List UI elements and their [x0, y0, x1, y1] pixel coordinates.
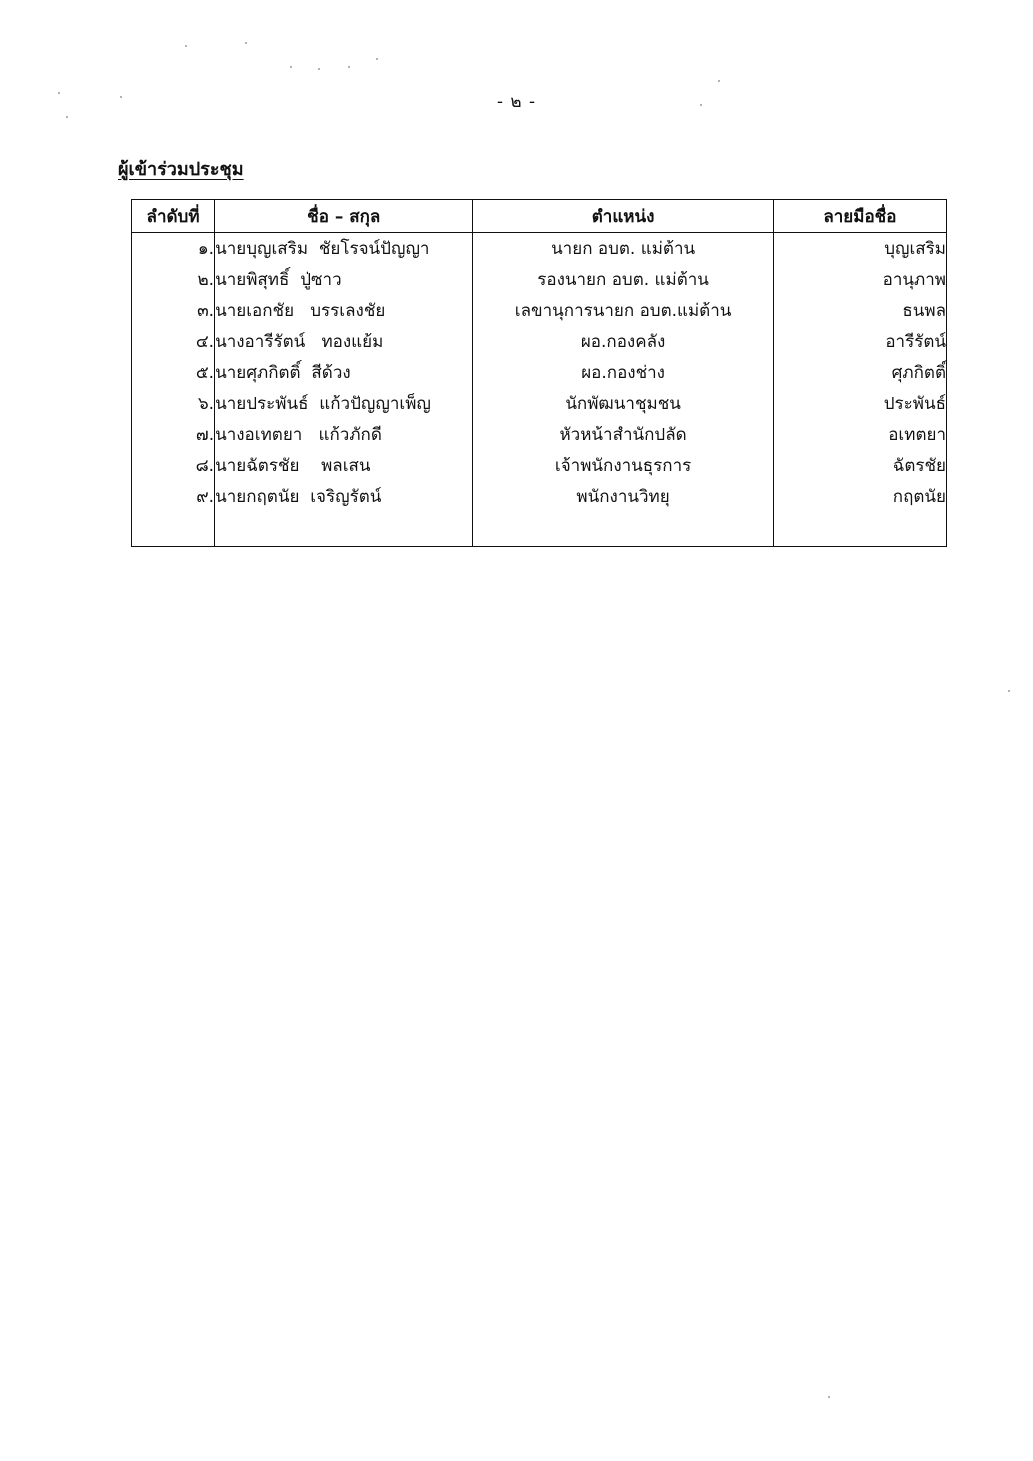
empty-cell	[215, 512, 473, 547]
header-name: ชื่อ – สกุล	[215, 200, 473, 233]
cell-name: นางอเทตยา แก้วภักดี	[215, 419, 473, 450]
cell-signature: กฤตนัย	[773, 481, 946, 512]
cell-name: นายศุภกิตติ์ สีด้วง	[215, 357, 473, 388]
table-row	[132, 357, 947, 388]
cell-index: ๗.	[132, 419, 215, 450]
cell-index: ๒.	[132, 264, 215, 295]
empty-cell	[773, 512, 946, 547]
cell-position: เจ้าพนักงานธุรการ	[473, 450, 773, 481]
cell-name: นางอารีรัตน์ ทองแย้ม	[215, 326, 473, 357]
empty-cell	[473, 512, 773, 547]
cell-index: ๙.	[132, 481, 215, 512]
cell-position: ผอ.กองคลัง	[473, 326, 773, 357]
table-row	[132, 326, 947, 357]
header-signature: ลายมือชื่อ	[773, 200, 946, 233]
cell-position: เลขานุการนายก อบต.แม่ต้าน	[473, 295, 773, 326]
cell-name: นายเอกชัย บรรเลงชัย	[215, 295, 473, 326]
section-title: ผู้เข้าร่วมประชุม	[118, 159, 244, 180]
table-row	[132, 481, 947, 512]
cell-name: นายบุญเสริม ชัยโรจน์ปัญญา	[215, 233, 473, 265]
empty-table-row	[132, 512, 947, 547]
header-index: ลำดับที่	[132, 200, 215, 233]
cell-signature: อเทตยา	[773, 419, 946, 450]
cell-index: ๔.	[132, 326, 215, 357]
cell-name: นายกฤตนัย เจริญรัตน์	[215, 481, 473, 512]
cell-index: ๕.	[132, 357, 215, 388]
cell-position: หัวหน้าสำนักปลัด	[473, 419, 773, 450]
attendees-table	[131, 199, 947, 547]
cell-signature: อารีรัตน์	[773, 326, 946, 357]
cell-signature: ประพันธ์	[773, 388, 946, 419]
cell-name: นายพิสุทธิ์ ปู่ซาว	[215, 264, 473, 295]
table-row	[132, 264, 947, 295]
cell-index: ๓.	[132, 295, 215, 326]
table-header-row	[132, 200, 947, 233]
table-row	[132, 419, 947, 450]
table-row	[132, 295, 947, 326]
cell-position: รองนายก อบต. แม่ต้าน	[473, 264, 773, 295]
cell-name: นายประพันธ์ แก้วปัญญาเพ็ญ	[215, 388, 473, 419]
cell-signature: บุญเสริม	[773, 233, 946, 265]
cell-index: ๑.	[132, 233, 215, 265]
cell-signature: ธนพล	[773, 295, 946, 326]
cell-index: ๘.	[132, 450, 215, 481]
cell-signature: ฉัตรชัย	[773, 450, 946, 481]
cell-name: นายฉัตรชัย พลเสน	[215, 450, 473, 481]
table-row	[132, 450, 947, 481]
cell-position: นักพัฒนาชุมชน	[473, 388, 773, 419]
cell-position: นายก อบต. แม่ต้าน	[473, 233, 773, 265]
page-number: - ๒ -	[496, 92, 537, 112]
table-row	[132, 233, 947, 265]
cell-position: ผอ.กองช่าง	[473, 357, 773, 388]
cell-position: พนักงานวิทยุ	[473, 481, 773, 512]
cell-signature: ศุภกิตติ์	[773, 357, 946, 388]
header-position: ตำแหน่ง	[473, 200, 773, 233]
cell-index: ๖.	[132, 388, 215, 419]
table-row	[132, 388, 947, 419]
empty-cell	[132, 512, 215, 547]
cell-signature: อานุภาพ	[773, 264, 946, 295]
